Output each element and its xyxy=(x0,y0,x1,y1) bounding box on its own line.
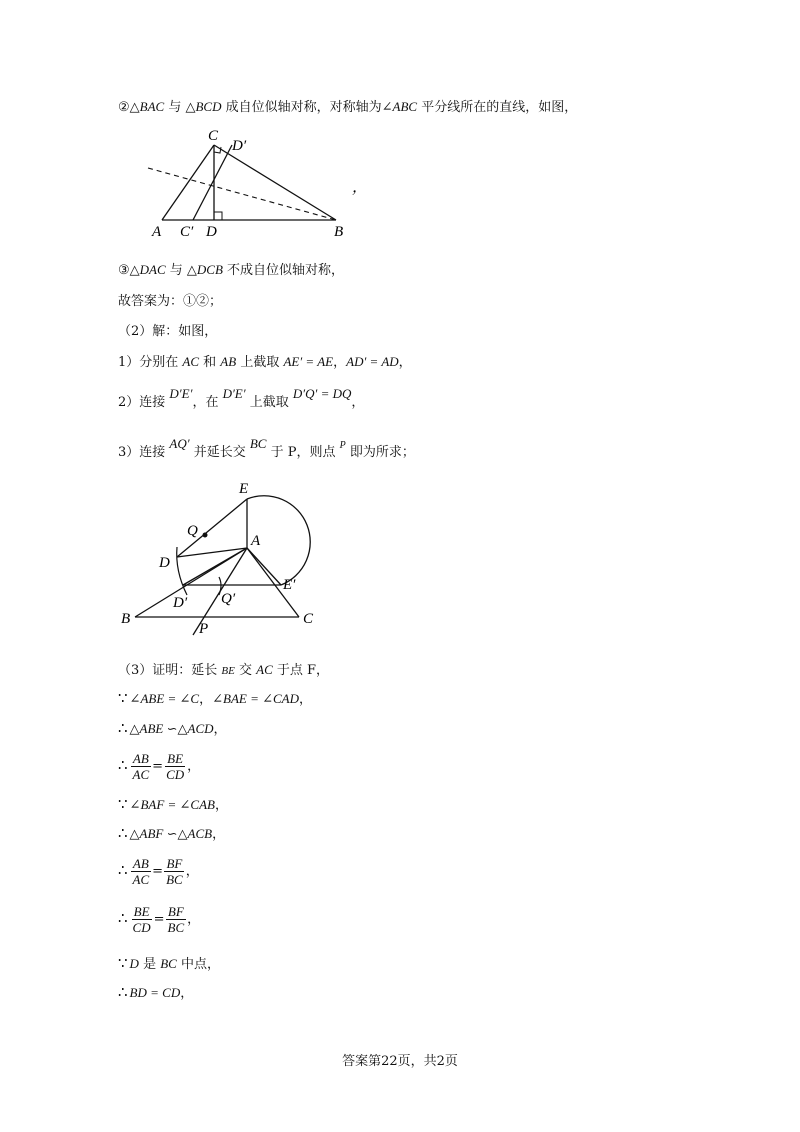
numerator: BE xyxy=(167,751,184,766)
line-2 xyxy=(118,260,344,281)
angle-abc: ∠ABC xyxy=(381,99,418,114)
text: 1）分别在 xyxy=(118,355,183,370)
equals: = xyxy=(153,912,165,927)
label-b: B xyxy=(334,224,344,240)
proof-line-14 xyxy=(118,855,199,887)
proof-line-15 xyxy=(118,903,200,935)
denominator: CD xyxy=(132,920,151,935)
circled-2: ② xyxy=(118,100,130,115)
segment-da xyxy=(177,548,247,557)
text: 于点 F， xyxy=(272,663,330,678)
text: 于 P，则点 xyxy=(266,445,340,460)
math-aq: AQ′ xyxy=(169,436,190,451)
segment-ac xyxy=(162,145,214,220)
proof-line-10 xyxy=(118,718,227,740)
math-eq: ∠BAF = ∠CAB xyxy=(129,797,215,812)
dashed-axis xyxy=(148,168,336,220)
segment-adp xyxy=(183,548,247,585)
math-dq-eq: D′Q′ = DQ xyxy=(292,386,352,401)
because-symbol: ∵ xyxy=(118,795,128,813)
proof-line-12 xyxy=(118,794,228,816)
numerator: BF xyxy=(166,856,183,871)
part2-heading: （2）解：如图， xyxy=(118,324,218,339)
triangle-dac: △DAC xyxy=(129,262,166,277)
numerator: BF xyxy=(167,904,184,919)
text: ， xyxy=(214,798,228,813)
proof-line-13 xyxy=(118,823,225,845)
text: ， xyxy=(333,355,347,370)
therefore-symbol: ∴ xyxy=(118,756,128,774)
text: 和 xyxy=(199,355,221,370)
fraction xyxy=(166,904,187,935)
math-eq: BD = CD xyxy=(129,985,181,1000)
therefore-symbol: ∴ xyxy=(118,719,128,737)
text: 3）连接 xyxy=(118,445,170,460)
math-bc: BC xyxy=(160,956,177,971)
point-q xyxy=(203,533,208,538)
circled-3: ③ xyxy=(118,263,130,278)
because-symbol: ∵ xyxy=(118,954,128,972)
segment-cb xyxy=(214,145,336,220)
label-dp: D′ xyxy=(173,595,188,611)
math-similar: △ABF ∽△ACB xyxy=(129,826,213,841)
label-b: B xyxy=(121,611,131,627)
text: 与 xyxy=(165,263,187,278)
label-a: A xyxy=(152,224,162,240)
step-1 xyxy=(118,352,412,373)
proof-line-17 xyxy=(118,982,193,1004)
right-angle-mark-d xyxy=(214,212,222,220)
proof-line-9 xyxy=(118,688,312,710)
text: 上截取 xyxy=(236,355,284,370)
text: ， xyxy=(299,692,313,707)
numerator: AB xyxy=(132,856,149,871)
triangle-bcd: △BCD xyxy=(185,99,222,114)
therefore-symbol: ∴ xyxy=(118,909,128,927)
text: 交 xyxy=(234,663,257,678)
label-p: P xyxy=(199,621,209,637)
fraction xyxy=(131,856,152,887)
text: 并延长交 xyxy=(189,445,250,460)
label-ep: E′ xyxy=(283,577,296,593)
segment-cpdp xyxy=(193,145,232,220)
fraction xyxy=(164,751,186,782)
math-ab: AB xyxy=(220,354,237,369)
label-c: C xyxy=(208,128,219,144)
therefore-symbol: ∴ xyxy=(118,824,128,842)
proof-line-11 xyxy=(118,750,200,782)
fraction xyxy=(131,904,153,935)
numerator: BE xyxy=(133,904,150,919)
text: ， xyxy=(199,692,213,707)
text: ， xyxy=(398,355,412,370)
text: ， xyxy=(185,864,199,879)
denominator: BC xyxy=(167,920,185,935)
math-eq: ∠ABE = ∠C xyxy=(129,691,200,706)
denominator: CD xyxy=(166,767,185,782)
label-e: E xyxy=(239,481,249,497)
denominator: AC xyxy=(132,872,150,887)
answer-line: 故答案为：①②； xyxy=(118,294,223,309)
text: 成自位似轴对称，对称轴为 xyxy=(221,100,382,115)
step-2 xyxy=(118,386,365,413)
numerator: AB xyxy=(132,751,149,766)
segment-aep xyxy=(247,548,281,585)
label-c: C xyxy=(303,611,314,627)
math-d: D xyxy=(129,956,139,971)
text: （3）证明：延长 xyxy=(118,663,222,678)
triangle-bac: △BAC xyxy=(129,99,165,114)
label-qp: Q′ xyxy=(221,591,236,607)
label-q: Q xyxy=(187,523,198,539)
text: 即为所求； xyxy=(345,445,415,460)
text: ， xyxy=(187,759,201,774)
text: ， xyxy=(212,827,226,842)
equals: = xyxy=(152,759,164,774)
text: 不成自位似轴对称， xyxy=(222,263,345,278)
text: 平分线所在的直线，如图， xyxy=(417,100,578,115)
label-a: A xyxy=(251,533,261,549)
proof-line-16 xyxy=(118,953,220,975)
denominator: AC xyxy=(132,767,150,782)
fraction xyxy=(164,856,185,887)
text: ， xyxy=(351,395,365,410)
label-cp: C′ xyxy=(180,224,194,240)
math-bc: BC xyxy=(249,436,267,451)
math-ac: AC xyxy=(256,662,273,677)
text: ， xyxy=(187,912,201,927)
math-de: D′E′ xyxy=(169,386,193,401)
label-d: D xyxy=(206,224,217,240)
figure-2 xyxy=(115,475,345,640)
math-de: D′E′ xyxy=(222,386,246,401)
text: 上截取 xyxy=(245,395,293,410)
denominator: BC xyxy=(166,872,183,887)
label-dp: D′ xyxy=(232,138,247,154)
page-footer: 答案第22页，共2页 xyxy=(342,1054,458,1069)
text: 是 xyxy=(138,957,161,972)
line-1 xyxy=(118,97,577,118)
math-ac: AC xyxy=(182,354,200,369)
math-similar: △ABE ∽△ACD xyxy=(129,721,214,736)
triangle-dcb: △DCB xyxy=(186,262,223,277)
figure-1 xyxy=(140,120,390,245)
math-ae-eq: AE′ = AE xyxy=(283,354,334,369)
text: ，在 xyxy=(192,395,223,410)
because-symbol: ∵ xyxy=(118,689,128,707)
therefore-symbol: ∴ xyxy=(118,983,128,1001)
text: 2）连接 xyxy=(118,395,170,410)
fraction xyxy=(131,751,152,782)
therefore-symbol: ∴ xyxy=(118,861,128,879)
math-be: BE xyxy=(221,665,235,677)
text: 与 xyxy=(164,100,186,115)
math-p: P xyxy=(339,440,346,451)
math-ad-eq: AD′ = AD xyxy=(346,354,399,369)
text: ， xyxy=(180,986,194,1001)
proof-intro xyxy=(118,660,329,681)
math-eq: ∠BAE = ∠CAD xyxy=(212,691,300,706)
text: ， xyxy=(213,722,227,737)
text: 中点， xyxy=(176,957,220,972)
label-d: D xyxy=(159,555,170,571)
equals: = xyxy=(152,864,164,879)
step-3 xyxy=(118,436,415,464)
label-comma: ， xyxy=(352,180,368,196)
